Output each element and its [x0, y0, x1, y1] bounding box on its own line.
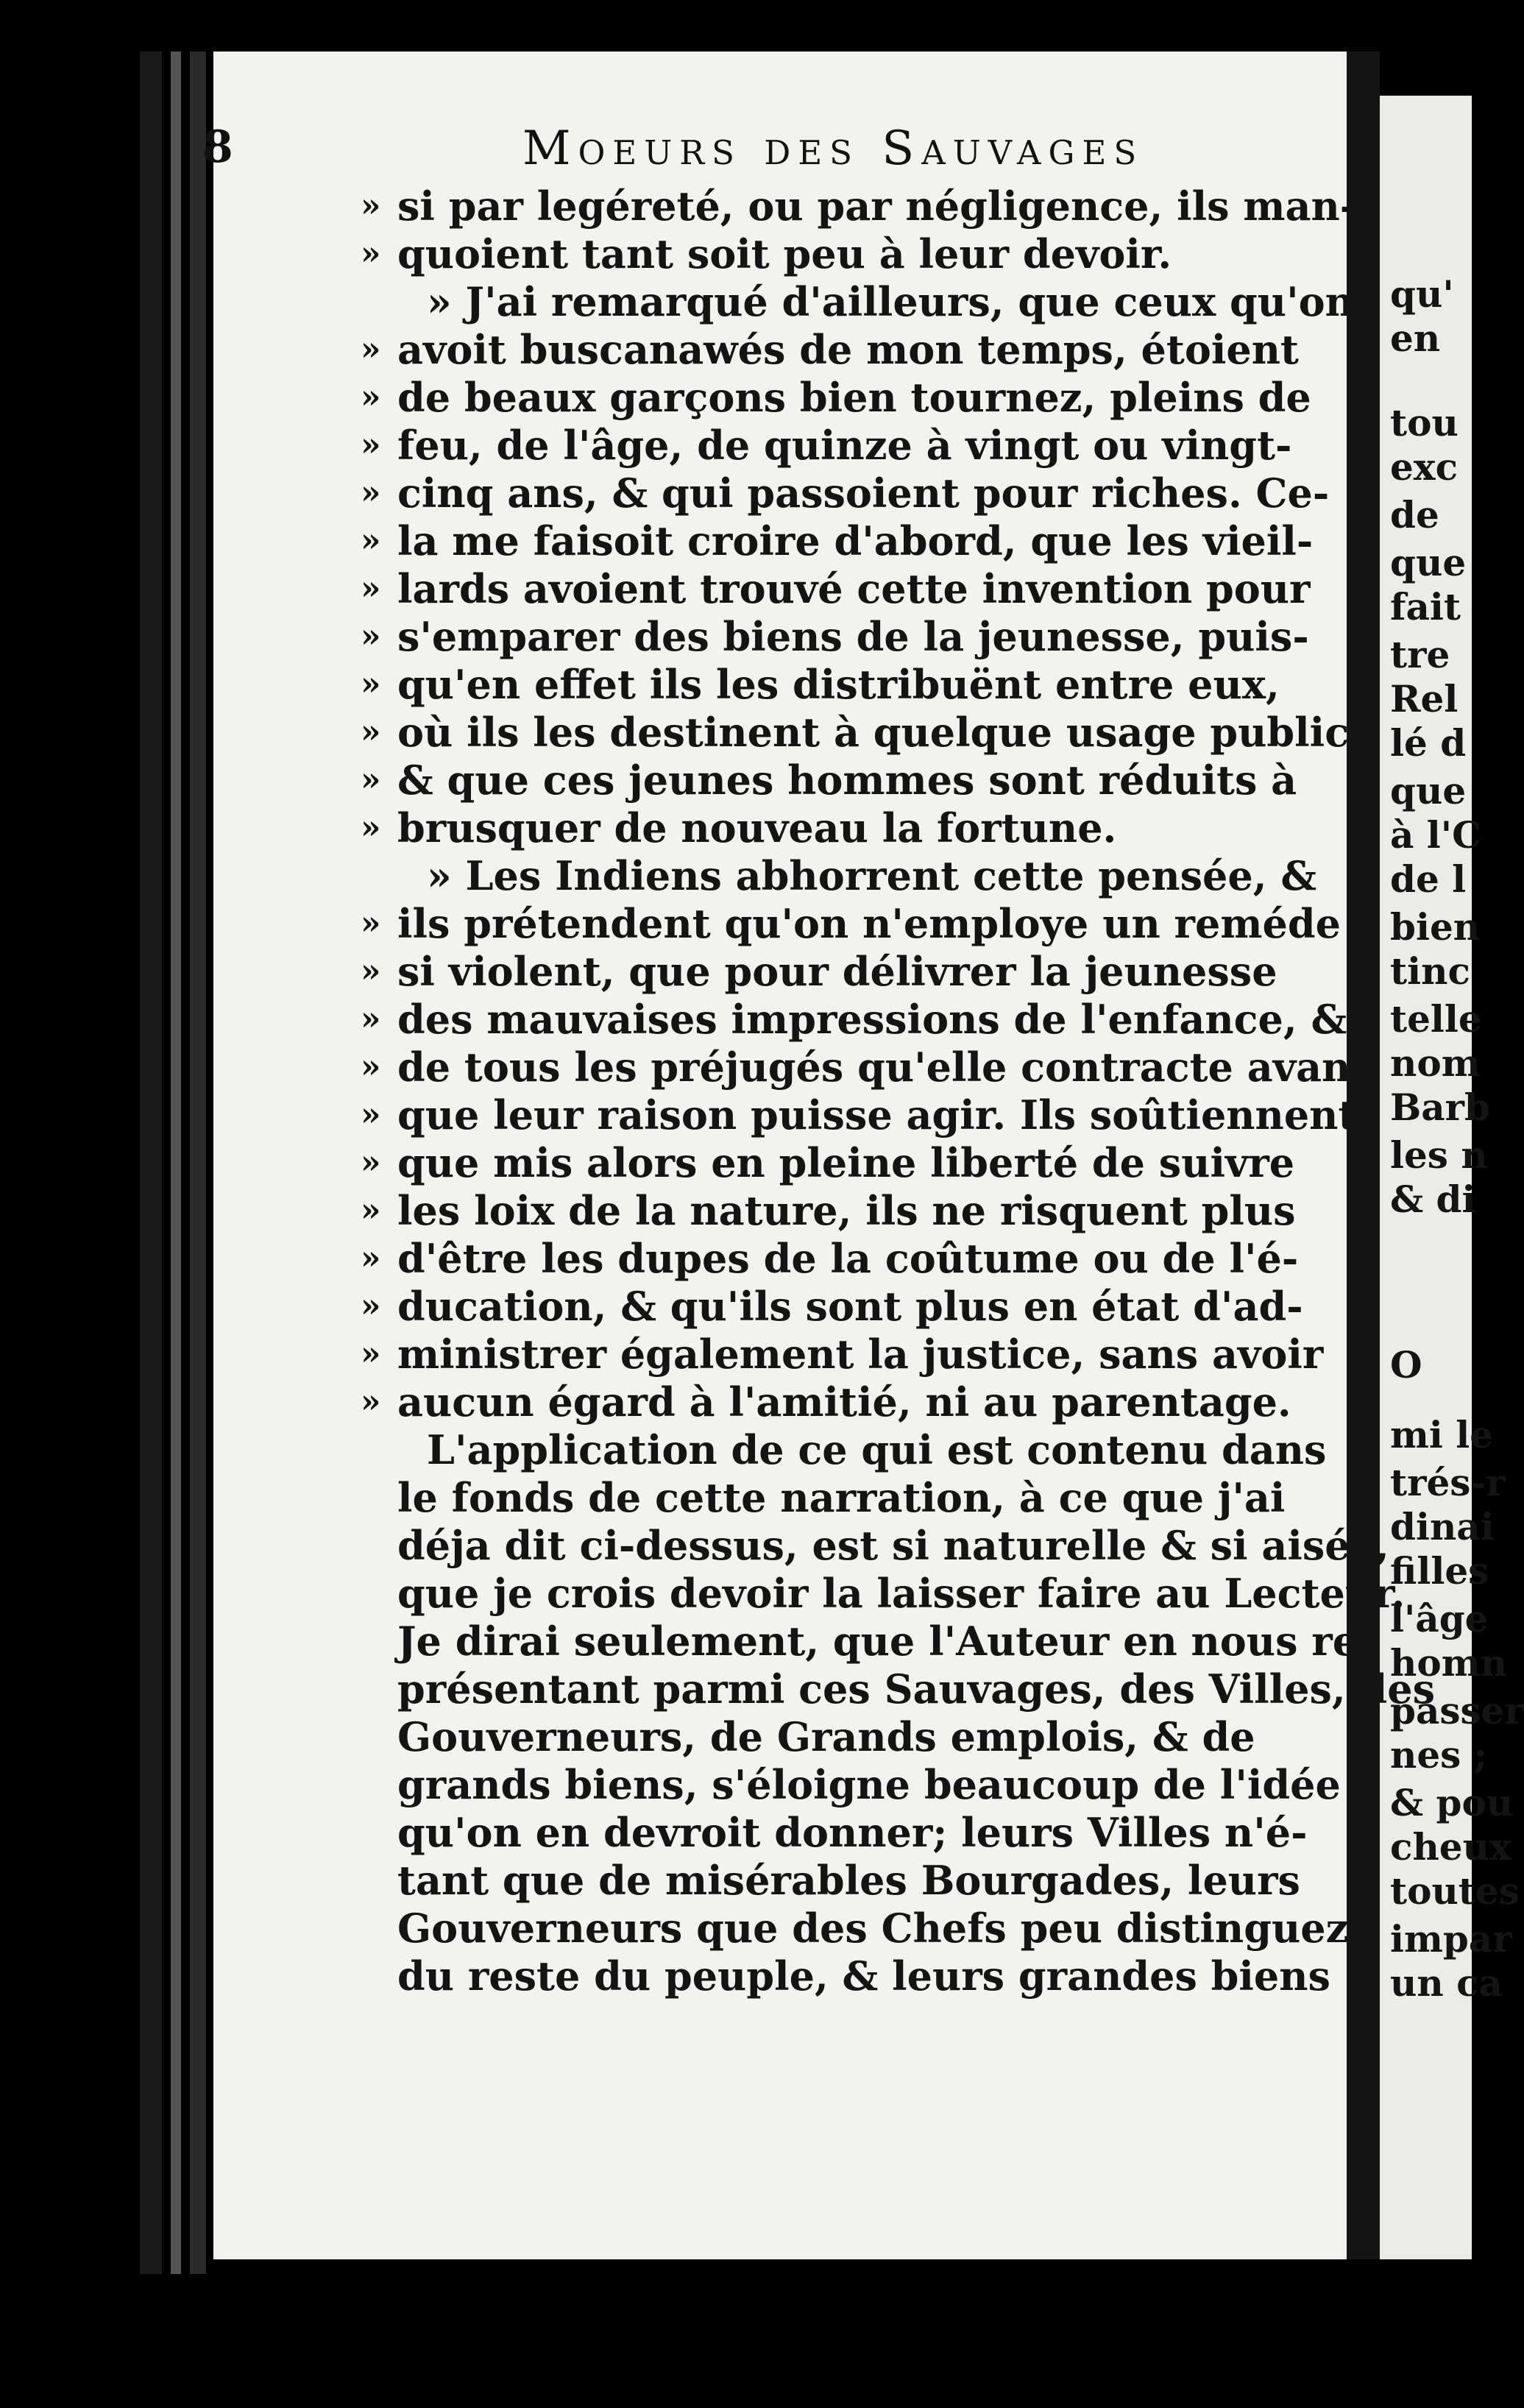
text-line: que leur raison puisse agir. Ils soûtiennent,: [397, 1091, 1371, 1139]
text-line: Je dirai seulement, que l'Auteur en nous re-: [397, 1618, 1375, 1665]
right-text-fragment: Barb: [1390, 1086, 1490, 1129]
right-text-fragment: de l: [1390, 857, 1467, 901]
right-text-fragment: tinc: [1390, 949, 1470, 993]
text-line: les loix de la nature, ils ne risquent plus: [397, 1187, 1296, 1234]
text-line: L'application de ce qui est contenu dans: [427, 1426, 1327, 1473]
text-line: » Les Indiens abhorrent cette pensée, &: [427, 852, 1317, 899]
text-line: de beaux garçons bien tournez, pleins de: [397, 374, 1311, 421]
text-line: feu, de l'âge, de quinze à vingt ou vingt-: [397, 422, 1292, 469]
text-line: & que ces jeunes hommes sont réduits à: [397, 757, 1297, 804]
text-line: où ils les destinent à quelque usage public,: [397, 709, 1363, 756]
quote-mark: »: [361, 952, 381, 990]
right-text-fragment: lé d: [1390, 721, 1467, 765]
text-line: de tous les préjugés qu'elle contracte avant: [397, 1044, 1369, 1091]
right-text-fragment: filles: [1390, 1549, 1489, 1593]
quote-mark: »: [361, 474, 381, 511]
right-text-fragment: que: [1390, 769, 1467, 812]
right-text-fragment: fait: [1390, 585, 1461, 628]
quote-mark: »: [361, 1239, 381, 1277]
quote-mark: »: [361, 1048, 381, 1086]
running-head: Moeurs des Sauvages: [522, 121, 1144, 176]
book-edge: [190, 52, 206, 2274]
text-line: qu'on en devroit donner; leurs Villes n'é-: [397, 1809, 1308, 1856]
gutter: [1347, 52, 1380, 2259]
text-line: déja dit ci-dessus, est si naturelle & si aisée,: [397, 1522, 1389, 1569]
right-text-fragment: en: [1390, 316, 1441, 360]
text-line: Gouverneurs, de Grands emplois, & de: [397, 1713, 1255, 1760]
text-line: grands biens, s'éloigne beaucoup de l'idée: [397, 1761, 1341, 1808]
quote-mark: »: [361, 809, 381, 846]
text-line: la me faisoit croire d'abord, que les vieil-: [397, 517, 1314, 564]
right-text-fragment: tou: [1390, 401, 1459, 445]
text-line: ducation, & qu'ils sont plus en état d'ad-: [397, 1283, 1303, 1330]
quote-mark: »: [361, 761, 381, 798]
text-line: Gouverneurs que des Chefs peu distinguez: [397, 1905, 1349, 1952]
right-text-fragment: Rel: [1390, 677, 1459, 720]
quote-mark: »: [361, 1000, 381, 1038]
quote-mark: »: [361, 1191, 381, 1229]
quote-mark: »: [361, 330, 381, 368]
quote-mark: »: [361, 1383, 381, 1420]
text-line: qu'en effet ils les distribuënt entre eux,: [397, 661, 1280, 708]
right-page: [1380, 96, 1524, 2259]
right-text-fragment: à l'C: [1390, 813, 1481, 857]
book-edge: [140, 52, 162, 2274]
quote-mark: »: [361, 617, 381, 655]
right-text-fragment: bien: [1390, 905, 1481, 949]
quote-mark: »: [361, 1287, 381, 1325]
text-line: le fonds de cette narration, à ce que j'ai: [397, 1474, 1286, 1521]
text-line: avoit buscanawés de mon temps, étoient: [397, 326, 1299, 373]
right-text-fragment: l'âge: [1390, 1597, 1489, 1640]
quote-mark: »: [361, 187, 381, 224]
text-line: aucun égard à l'amitié, ni au parentage.: [397, 1378, 1291, 1426]
right-text-fragment: un ca: [1390, 1961, 1503, 2005]
text-line: d'être les dupes de la coûtume ou de l'é-: [397, 1235, 1299, 1282]
quote-mark: »: [361, 665, 381, 703]
right-text-fragment: de: [1390, 493, 1439, 537]
right-text-fragment: O: [1390, 1343, 1422, 1387]
right-text-fragment: trés-r: [1390, 1461, 1506, 1504]
right-text-fragment: telle: [1390, 997, 1482, 1041]
right-text-fragment: toutes: [1390, 1869, 1520, 1913]
right-text-fragment: homn: [1390, 1641, 1507, 1685]
text-line: » J'ai remarqué d'ailleurs, que ceux qu'on: [427, 278, 1354, 325]
right-text-fragment: dinai: [1390, 1505, 1495, 1548]
text-line: ils prétendent qu'on n'employe un reméde: [397, 900, 1341, 947]
text-line: si par legéreté, ou par négligence, ils man-: [397, 183, 1357, 230]
right-text-fragment: qu': [1390, 272, 1454, 316]
quote-mark: »: [361, 904, 381, 942]
text-line: présentant parmi ces Sauvages, des Villes, des: [397, 1665, 1436, 1713]
right-text-fragment: & pou: [1390, 1781, 1514, 1824]
page-number: 8: [202, 121, 233, 173]
text-line: s'emparer des biens de la jeunesse, puis-: [397, 613, 1309, 660]
quote-mark: »: [361, 1096, 381, 1133]
quote-mark: »: [361, 235, 381, 272]
quote-mark: »: [361, 713, 381, 751]
right-text-fragment: que: [1390, 541, 1467, 584]
right-text-fragment: mi le: [1390, 1413, 1494, 1456]
right-text-fragment: nes ;: [1390, 1733, 1488, 1777]
right-text-fragment: les n: [1390, 1133, 1488, 1177]
quote-mark: »: [361, 522, 381, 559]
right-text-fragment: impar: [1390, 1917, 1512, 1961]
text-line: cinq ans, & qui passoient pour riches. Ce-: [397, 470, 1330, 517]
text-line: que je crois devoir la laisser faire au Lecteur.: [397, 1570, 1406, 1617]
right-text-fragment: passer: [1390, 1689, 1524, 1732]
right-text-fragment: & di: [1390, 1178, 1476, 1221]
quote-mark: »: [361, 426, 381, 464]
text-line: du reste du peuple, & leurs grandes biens: [397, 1952, 1330, 2000]
text-line: quoient tant soit peu à leur devoir.: [397, 230, 1172, 277]
quote-mark: »: [361, 570, 381, 607]
quote-mark: »: [361, 378, 381, 416]
text-line: si violent, que pour délivrer la jeunesse: [397, 948, 1277, 995]
quote-mark: »: [361, 1335, 381, 1373]
text-line: tant que de misérables Bourgades, leurs: [397, 1857, 1300, 1904]
right-text-fragment: cheux: [1390, 1825, 1511, 1869]
text-line: brusquer de nouveau la fortune.: [397, 804, 1117, 851]
right-text-fragment: tre: [1390, 633, 1450, 676]
text-line: des mauvaises impressions de l'enfance, &: [397, 996, 1347, 1043]
right-text-fragment: nom: [1390, 1041, 1481, 1085]
right-text-fragment: exc: [1390, 445, 1459, 489]
text-line: lards avoient trouvé cette invention pour: [397, 565, 1311, 612]
text-line: ministrer également la justice, sans avoir: [397, 1331, 1324, 1378]
quote-mark: »: [361, 1144, 381, 1181]
text-line: que mis alors en pleine liberté de suivre: [397, 1139, 1295, 1186]
book-edge: [171, 52, 181, 2274]
